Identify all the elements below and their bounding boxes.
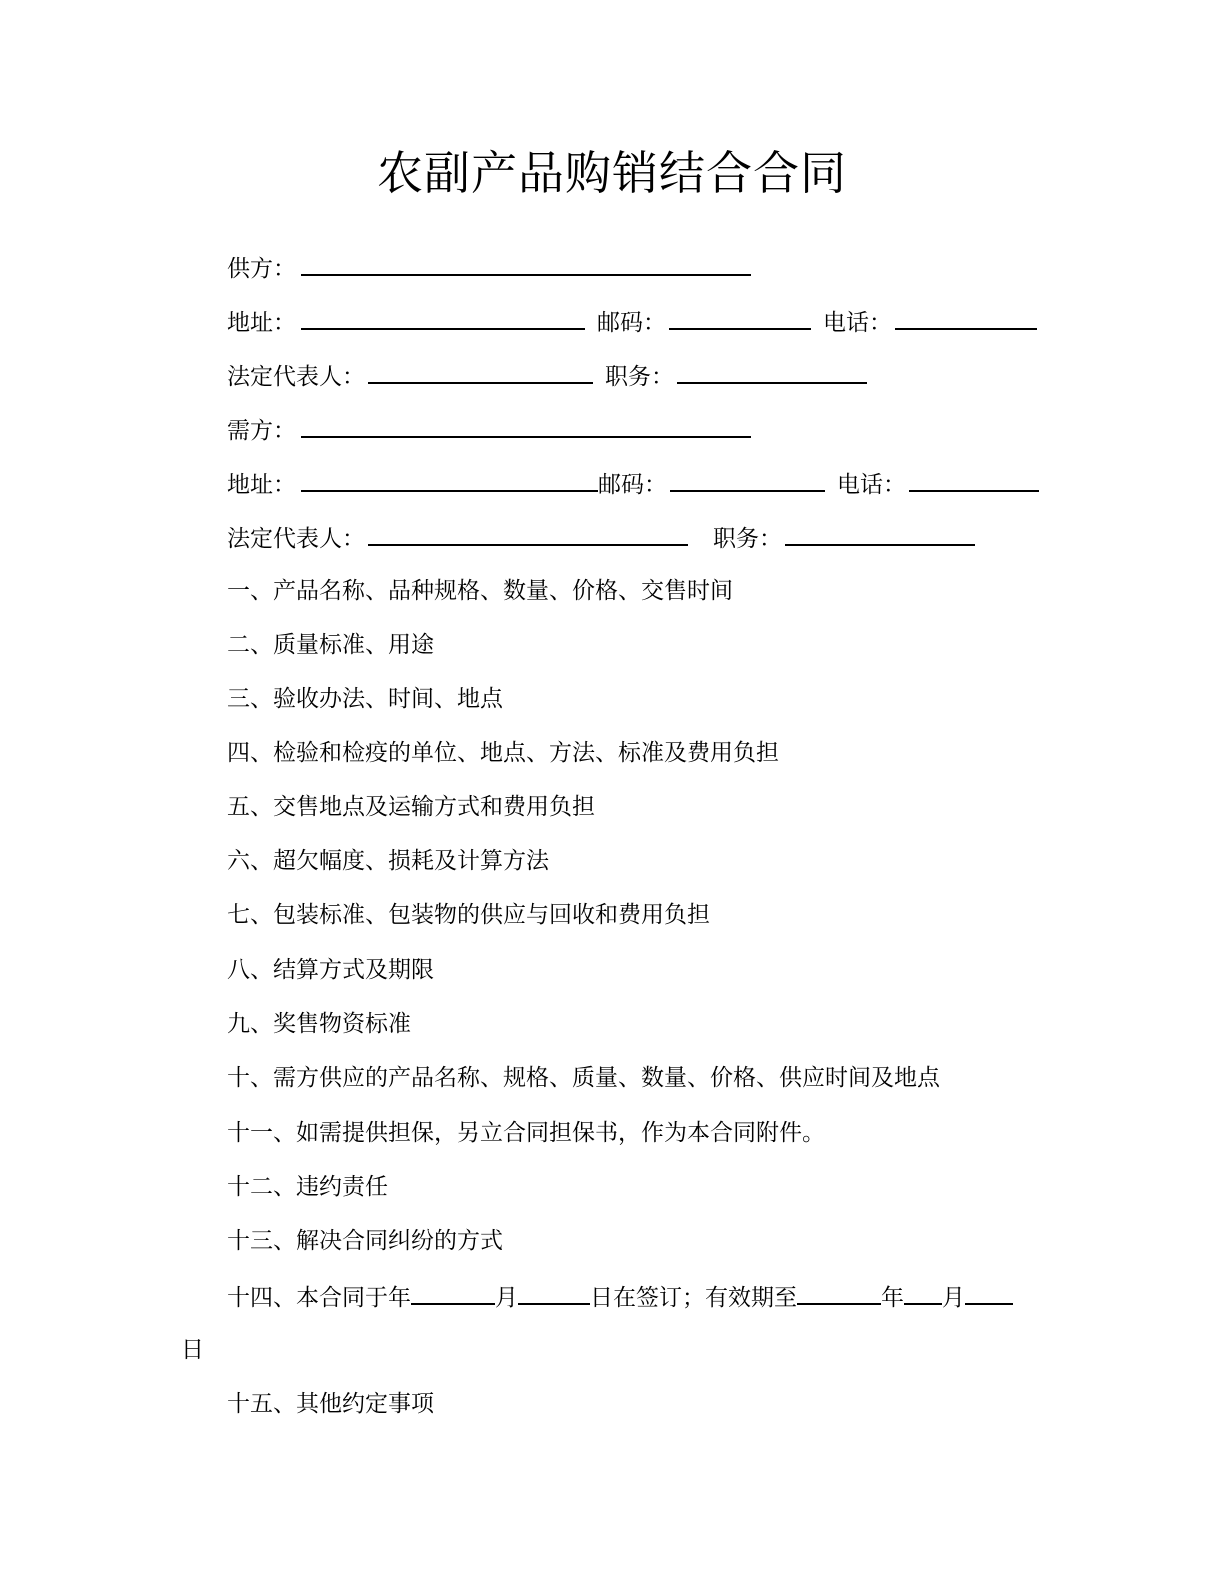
clause-5: 五、交售地点及运输方式和费用负担	[227, 794, 595, 820]
clause-14-month2: 月	[942, 1285, 965, 1311]
supplier-name-field[interactable]	[301, 252, 751, 276]
buyer-rep-label: 法定代表人：	[227, 526, 365, 552]
supplier-postcode-label: 邮码：	[597, 310, 666, 336]
clause-3: 三、验收办法、时间、地点	[227, 686, 503, 712]
buyer-address-field[interactable]	[301, 468, 598, 492]
supplier-label: 供方：	[227, 256, 296, 282]
clause-14-month: 月	[495, 1285, 518, 1311]
clause-8: 八、结算方式及期限	[227, 957, 434, 983]
valid-year-field[interactable]	[797, 1281, 881, 1305]
supplier-phone-label: 电话：	[823, 310, 892, 336]
clause-10: 十、需方供应的产品名称、规格、质量、数量、价格、供应时间及地点	[227, 1065, 940, 1091]
document-title: 农副产品购销结合合同	[377, 146, 847, 200]
buyer-position-label: 职务：	[713, 526, 782, 552]
buyer-name-field[interactable]	[301, 414, 751, 438]
clause-14-mid: 日在签订；有效期至	[590, 1285, 797, 1311]
buyer-name-line	[227, 414, 751, 444]
buyer-address-label: 地址：	[227, 472, 296, 498]
buyer-address-line	[227, 468, 1039, 498]
clause-14-day: 日	[181, 1337, 204, 1363]
clause-6: 六、超欠幅度、损耗及计算方法	[227, 848, 549, 874]
buyer-postcode-field[interactable]	[670, 468, 825, 492]
valid-day-field[interactable]	[965, 1281, 1013, 1305]
clause-14-year: 年	[881, 1285, 904, 1311]
clause-14-prefix: 十四、本合同于年	[227, 1285, 411, 1311]
supplier-rep-field[interactable]	[368, 360, 593, 384]
buyer-label: 需方：	[227, 418, 296, 444]
clause-9: 九、奖售物资标准	[227, 1011, 411, 1037]
buyer-rep-field[interactable]	[368, 522, 688, 546]
clause-14	[227, 1281, 1013, 1311]
buyer-phone-field[interactable]	[909, 468, 1039, 492]
supplier-rep-line	[227, 360, 867, 390]
valid-month-field[interactable]	[904, 1281, 942, 1305]
buyer-postcode-label: 邮码：	[598, 472, 667, 498]
supplier-position-field[interactable]	[677, 360, 867, 384]
supplier-phone-field[interactable]	[895, 306, 1037, 330]
clause-13: 十三、解决合同纠纷的方式	[227, 1228, 503, 1254]
supplier-postcode-field[interactable]	[669, 306, 811, 330]
clause-12: 十二、违约责任	[227, 1174, 388, 1200]
supplier-address-field[interactable]	[301, 306, 585, 330]
clause-2: 二、质量标准、用途	[227, 632, 434, 658]
buyer-phone-label: 电话：	[837, 472, 906, 498]
supplier-address-line	[227, 306, 1037, 336]
supplier-name-line	[227, 252, 751, 282]
clause-4: 四、检验和检疫的单位、地点、方法、标准及费用负担	[227, 740, 779, 766]
clause-7: 七、包装标准、包装物的供应与回收和费用负担	[227, 902, 710, 928]
sign-day-field[interactable]	[518, 1281, 590, 1305]
supplier-rep-label: 法定代表人：	[227, 364, 365, 390]
clause-15: 十五、其他约定事项	[227, 1391, 434, 1417]
sign-month-field[interactable]	[411, 1281, 495, 1305]
clause-1: 一、产品名称、品种规格、数量、价格、交售时间	[227, 578, 733, 604]
clause-11: 十一、如需提供担保，另立合同担保书，作为本合同附件。	[227, 1120, 825, 1146]
buyer-rep-line	[227, 522, 975, 552]
supplier-position-label: 职务：	[605, 364, 674, 390]
buyer-position-field[interactable]	[785, 522, 975, 546]
supplier-address-label: 地址：	[227, 310, 296, 336]
